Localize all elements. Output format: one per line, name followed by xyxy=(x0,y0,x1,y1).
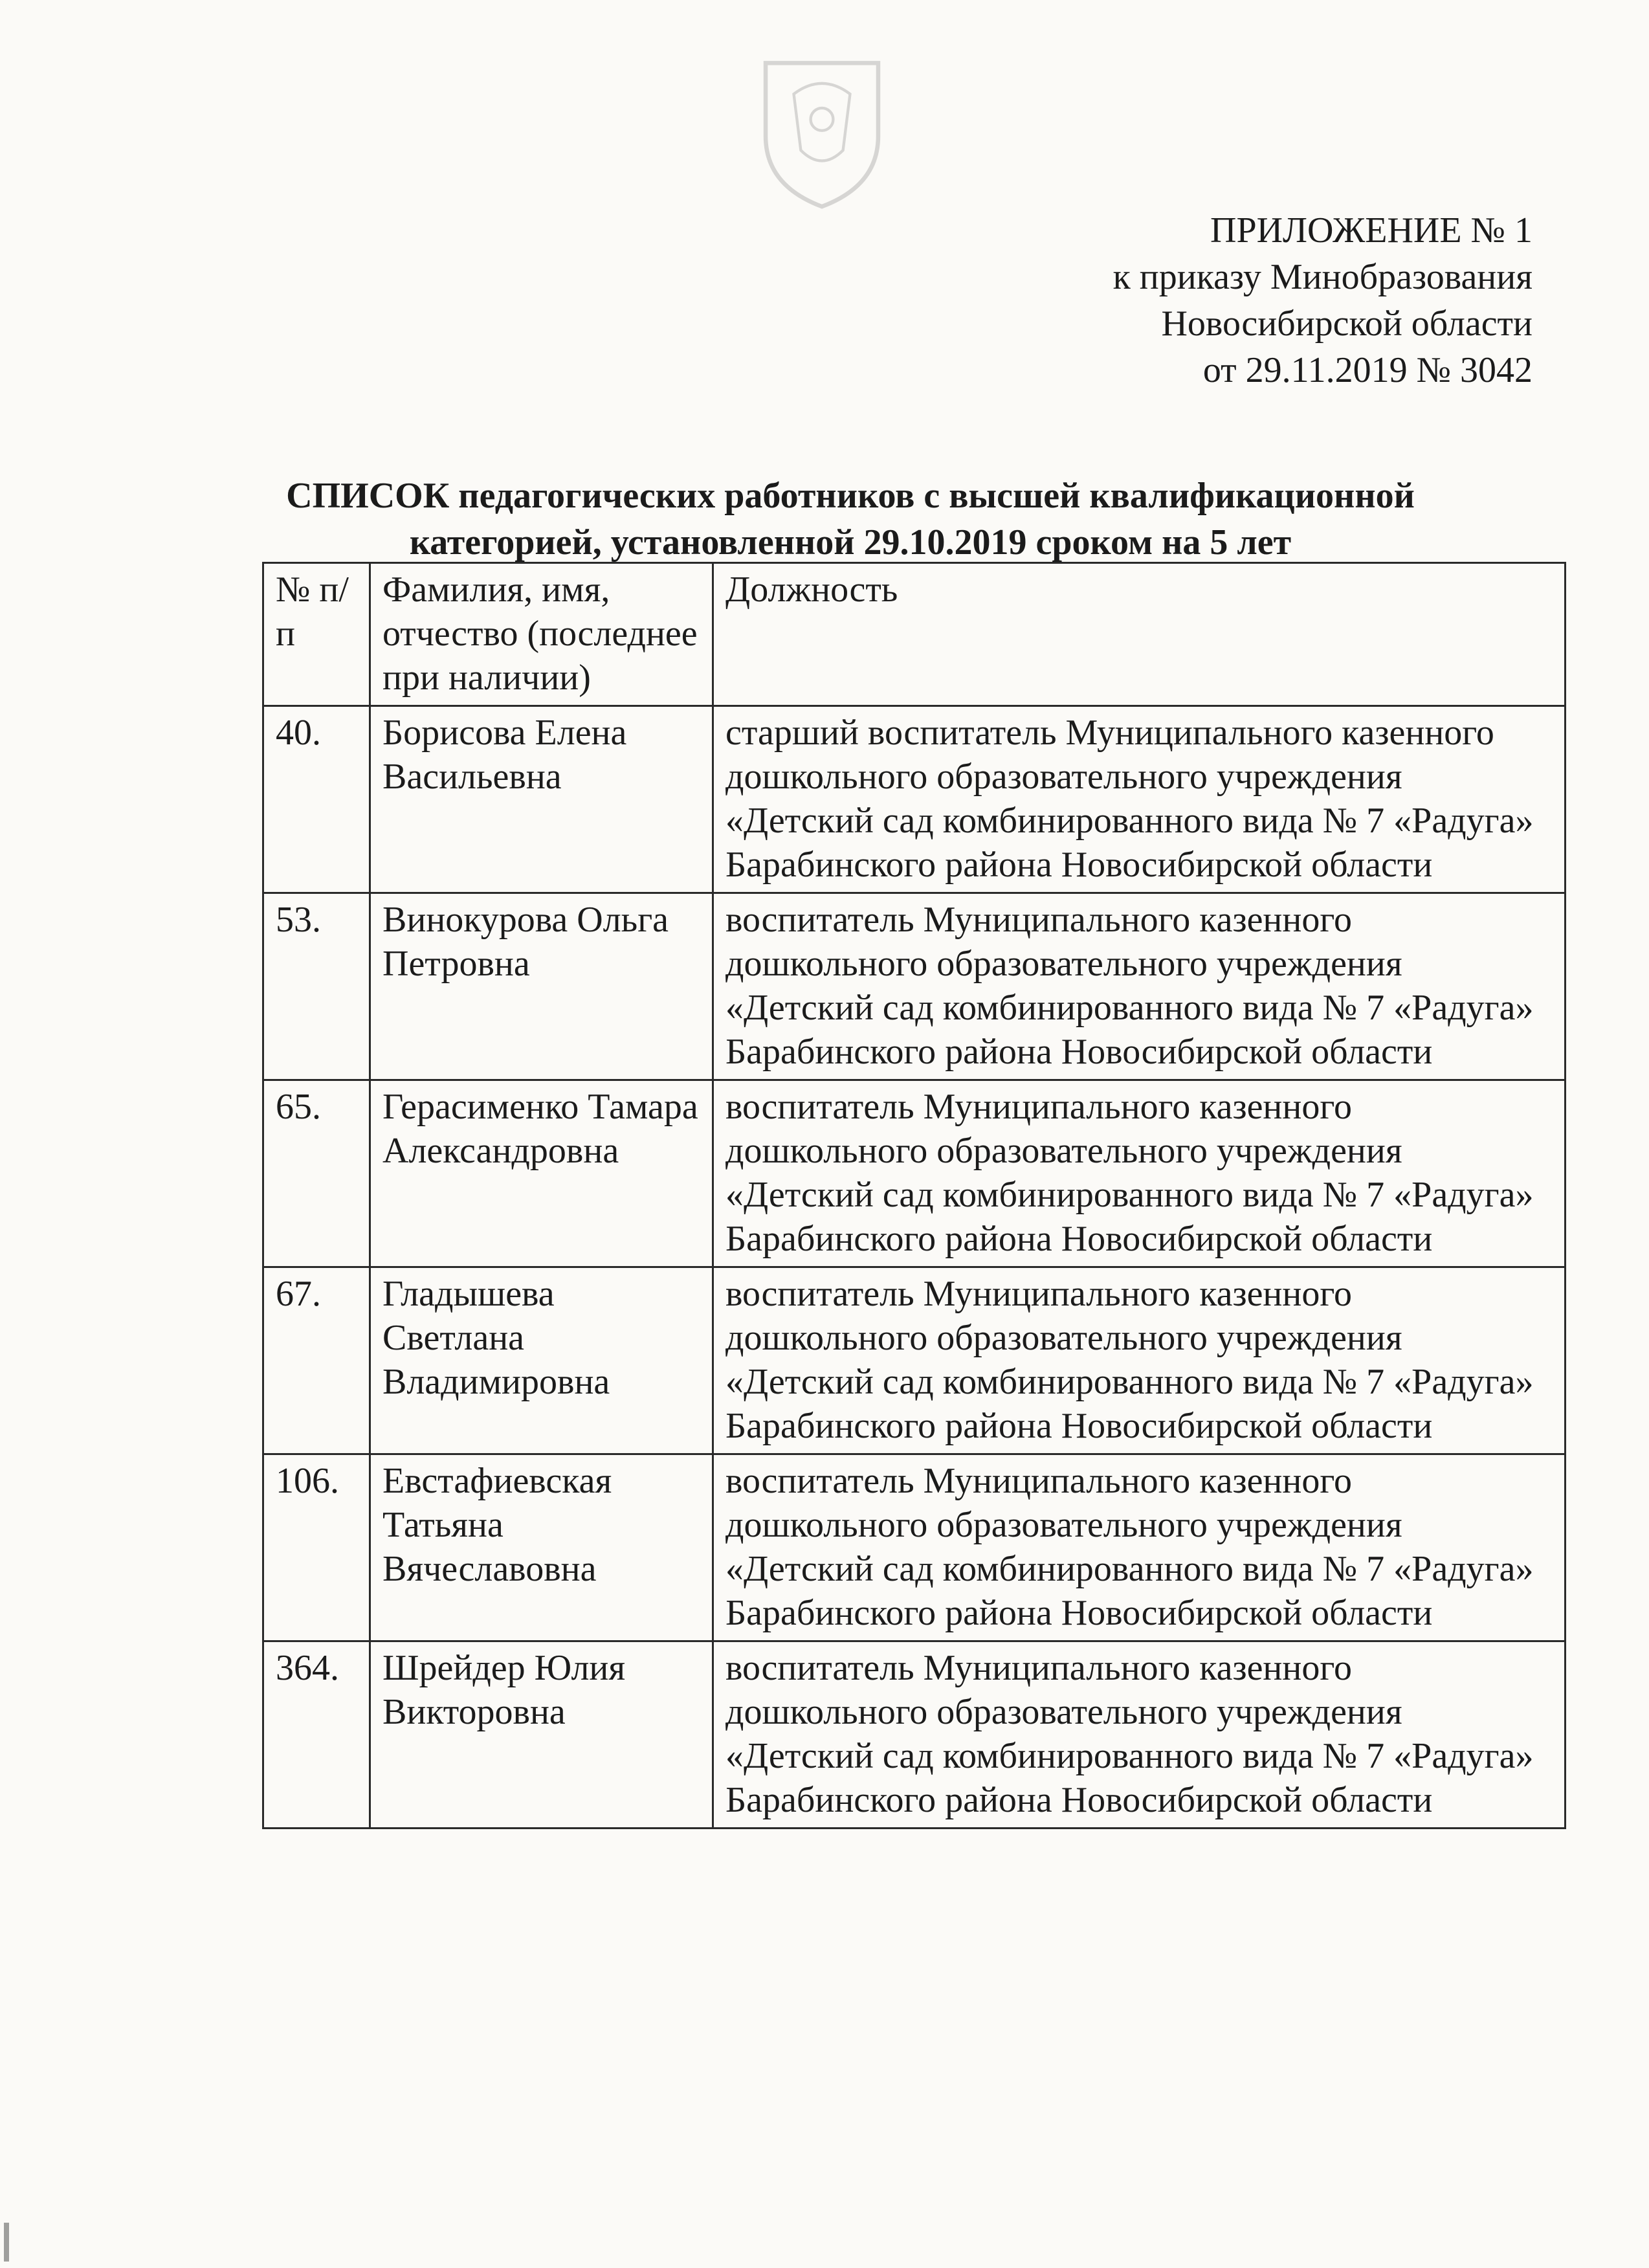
row-number: 53. xyxy=(263,893,370,1080)
row-position: воспитатель Муниципального казенного дошкольного образовательного учреждения «Детский сад комбинированного вида № 7 «Радуга» Барабинского района Новосибирской области xyxy=(713,1454,1566,1641)
table-row xyxy=(263,893,1566,1080)
row-number: 364. xyxy=(263,1641,370,1829)
appendix-date-number: от 29.11.2019 № 3042 xyxy=(1202,350,1533,390)
appendix-number: ПРИЛОЖЕНИЕ № 1 xyxy=(1210,210,1533,250)
row-position: старший воспитатель Муниципального казенного дошкольного образовательного учреждения «Детский сад комбинированного вида № 7 «Радуга» Барабинского района Новосибирской области xyxy=(713,706,1566,893)
row-full-name: Шрейдер Юлия Викторовна xyxy=(370,1641,713,1829)
table-row xyxy=(263,1641,1566,1829)
table-row xyxy=(263,706,1566,893)
scan-edge-mark xyxy=(4,2223,9,2262)
table-row xyxy=(263,1080,1566,1267)
table-row xyxy=(263,1267,1566,1454)
header-position: Должность xyxy=(713,563,1566,706)
header-number: № п/п xyxy=(263,563,370,706)
row-full-name: Винокурова Ольга Петровна xyxy=(370,893,713,1080)
row-full-name: Гладышева Светлана Владимировна xyxy=(370,1267,713,1454)
appendix-header xyxy=(1113,207,1533,394)
row-full-name: Герасименко Тамара Александровна xyxy=(370,1080,713,1267)
row-full-name: Борисова Елена Васильевна xyxy=(370,706,713,893)
row-position: воспитатель Муниципального казенного дошкольного образовательного учреждения «Детский сад комбинированного вида № 7 «Радуга» Барабинского района Новосибирской области xyxy=(713,1641,1566,1829)
appendix-order-ref: к приказу Минобразования xyxy=(1112,257,1533,297)
row-number: 67. xyxy=(263,1267,370,1454)
header-full-name: Фамилия, имя, отчество (последнее при наличии) xyxy=(370,563,713,706)
row-number: 106. xyxy=(263,1454,370,1641)
row-number: 40. xyxy=(263,706,370,893)
table-row xyxy=(263,1454,1566,1641)
row-position: воспитатель Муниципального казенного дошкольного образовательного учреждения «Детский сад комбинированного вида № 7 «Радуга» Барабинского района Новосибирской области xyxy=(713,1267,1566,1454)
table-header-row xyxy=(263,563,1566,706)
document-title xyxy=(168,472,1533,566)
appendix-region: Новосибирской области xyxy=(1161,304,1533,344)
row-position: воспитатель Муниципального казенного дошкольного образовательного учреждения «Детский сад комбинированного вида № 7 «Радуга» Барабинского района Новосибирской области xyxy=(713,893,1566,1080)
document-title-line-1: СПИСОК педагогических работников с высшей квалификационной xyxy=(286,476,1415,516)
staff-table xyxy=(262,562,1566,1829)
document-title-line-2: категорией, установленной 29.10.2019 сроком на 5 лет xyxy=(409,522,1292,562)
row-position: воспитатель Муниципального казенного дошкольного образовательного учреждения «Детский сад комбинированного вида № 7 «Радуга» Барабинского района Новосибирской области xyxy=(713,1080,1566,1267)
row-full-name: Евстафиевская Татьяна Вячеславовна xyxy=(370,1454,713,1641)
row-number: 65. xyxy=(263,1080,370,1267)
coat-of-arms-icon xyxy=(751,52,893,214)
